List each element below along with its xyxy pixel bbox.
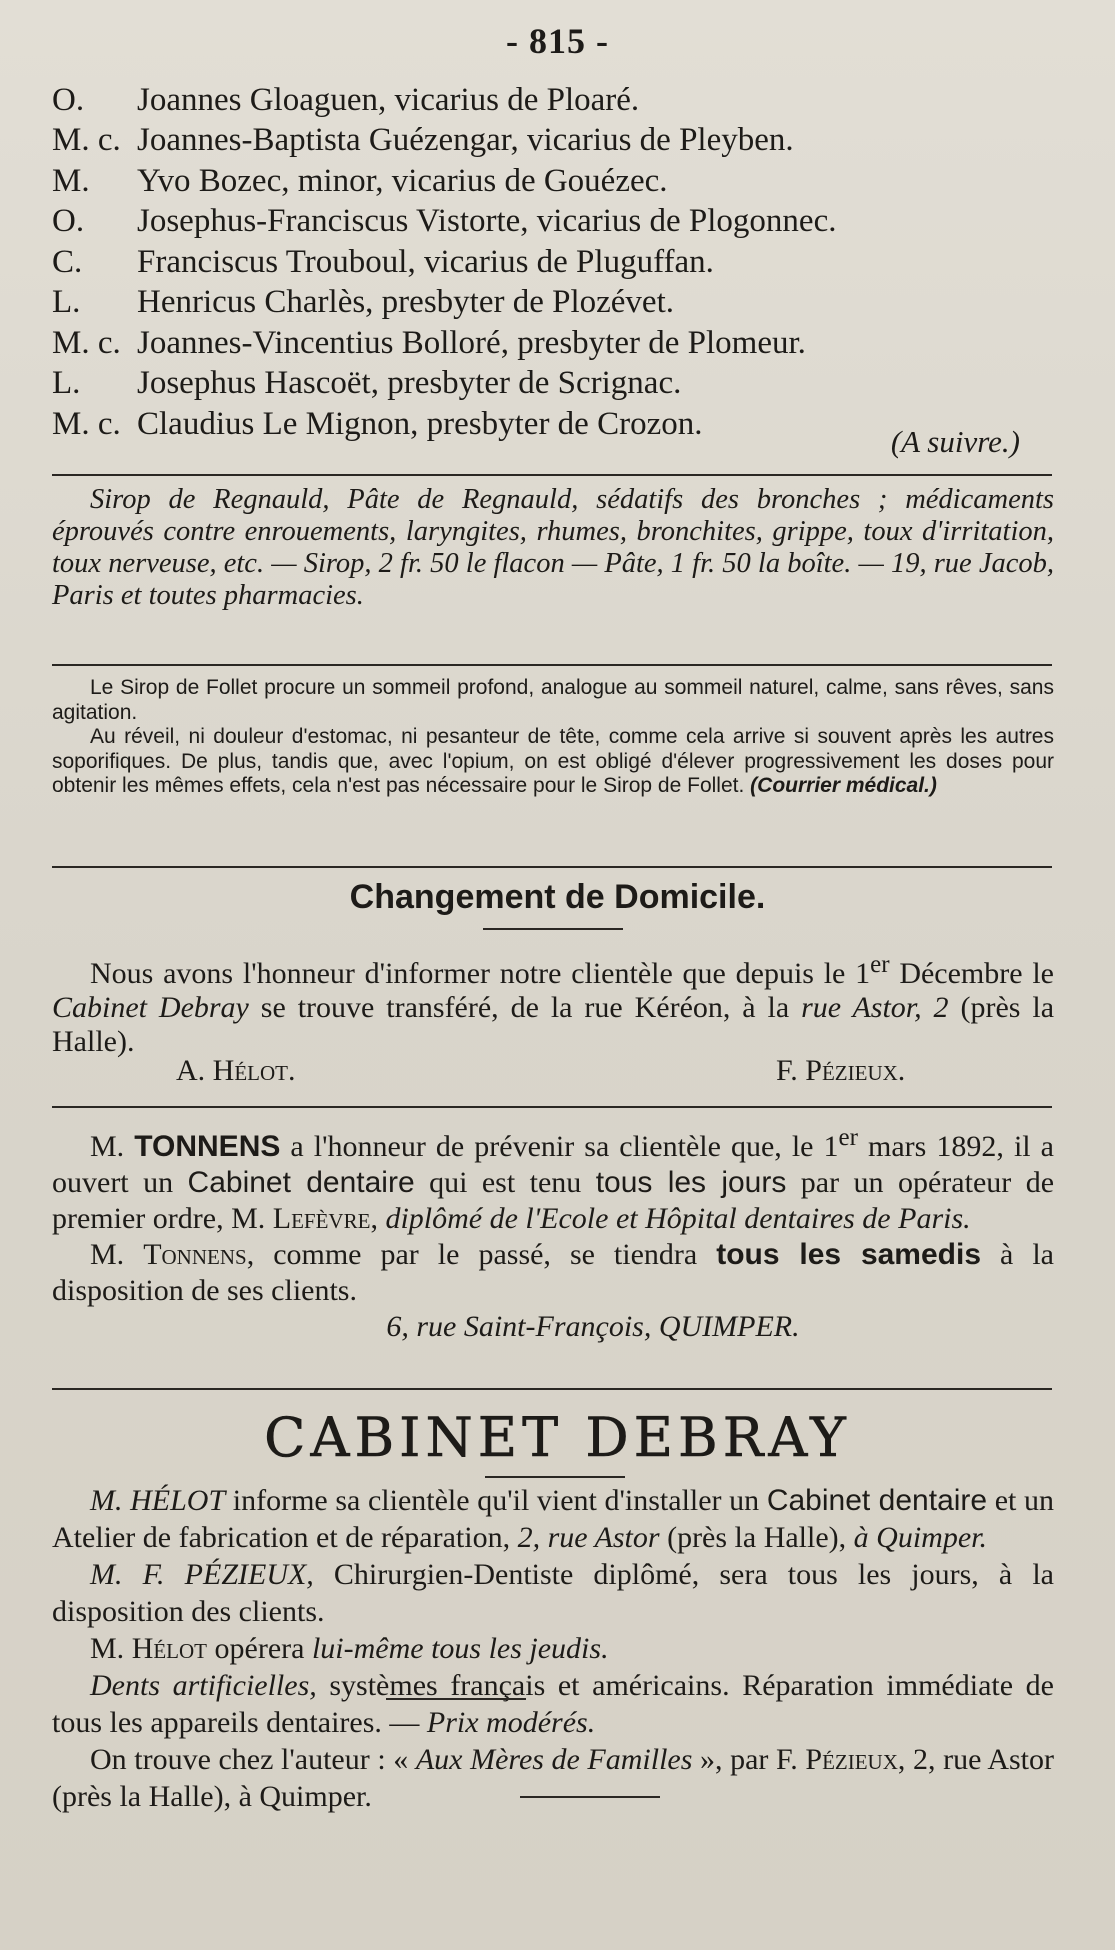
cabinet-debray-title-text: CABINET DEBRAY: [264, 1406, 851, 1469]
tonnens-name: Tonnens: [143, 1238, 247, 1271]
debray-text: M.: [90, 1632, 132, 1665]
debray-paragraph: [52, 1556, 1054, 1630]
debray-paragraph: [52, 1667, 1054, 1741]
clergy-code: L.: [52, 365, 81, 402]
clergy-code: O.: [52, 81, 85, 118]
tonnens-text: mars 1892, il a ouvert un: [52, 1130, 1054, 1199]
changement-paragraph: [52, 948, 1054, 1059]
clergy-name: Joannes-Vincentius Bolloré, presbyter de Plomeur.: [137, 324, 806, 361]
clergy-code: M.: [52, 162, 90, 199]
debray-text: , 2, rue Astor (près la Halle), à Quimper.: [52, 1743, 1054, 1813]
changement-text: se trouve transféré, de la rue Kéréon, à la: [248, 991, 802, 1024]
divider: [520, 1796, 660, 1798]
tonnens-address: 6, rue Saint-François, QUIMPER.: [386, 1310, 800, 1343]
cabinet-name: Cabinet Debray: [52, 991, 249, 1024]
new-address: rue Astor, 2: [801, 991, 949, 1024]
tonnens-notice: [52, 1120, 1054, 1345]
tonnens-text: à la disposition de ses clients.: [52, 1238, 1054, 1307]
tonnens-text: qui est tenu: [414, 1166, 596, 1199]
debray-paragraph: [52, 1630, 1054, 1667]
diploma: diplômé de l'Ecole et Hôpital dentaires de Paris.: [385, 1202, 971, 1235]
debray-text: Chirurgien-Dentiste diplômé, sera tous les jours, à la disposition des clients.: [52, 1558, 1054, 1628]
tonnens-paragraph: [52, 1120, 1054, 1237]
debray-text: (près la Halle),: [659, 1521, 854, 1554]
cabinet-dentaire: Cabinet dentaire: [187, 1166, 415, 1199]
tonnens-name: TONNENS: [134, 1130, 281, 1163]
pezieux-name: Pézieux: [805, 1743, 898, 1776]
changement-notice: [52, 948, 1054, 1059]
clergy-row: [52, 161, 1052, 202]
changement-title: Changement de Domicile.: [349, 878, 766, 916]
debray-paragraph: [52, 1482, 1054, 1556]
clergy-name: Henricus Charlès, presbyter de Plozévet.: [137, 284, 674, 321]
clergy-row: [52, 323, 1052, 364]
prix-moderes: Prix modérés.: [426, 1706, 596, 1739]
title-underline: [485, 1476, 625, 1478]
debray-text: systèmes français et américains. Réparation immédiate de tous les appareils dentaires. —: [52, 1669, 1054, 1739]
clergy-code: M. c.: [52, 324, 121, 361]
clergy-code: C.: [52, 243, 83, 280]
clergy-name: Joannes Gloaguen, vicarius de Ploaré.: [137, 81, 640, 118]
shop-name: Aux Mères de Familles: [415, 1743, 693, 1776]
cabinet-debray-title: [0, 1406, 1115, 1469]
clergy-row: [52, 283, 1052, 324]
pezieux-name: M. F. PÉZIEUX,: [90, 1558, 314, 1591]
signature-pezieux: F. Pézieux.: [776, 1054, 906, 1087]
clergy-row: [52, 242, 1052, 283]
debray-city: à Quimper.: [853, 1521, 987, 1554]
clergy-code: L.: [52, 284, 81, 321]
lefevre-name: Lefèvre: [272, 1202, 371, 1235]
debray-paragraph: [52, 1741, 1054, 1815]
clergy-name: Franciscus Trouboul, vicarius de Pluguffan.: [137, 243, 714, 280]
sirop-follet-ad: [52, 676, 1054, 799]
debray-address: 2, rue Astor: [517, 1521, 660, 1554]
tonnens-text: M.: [90, 1130, 135, 1163]
follet-paragraph: [52, 725, 1054, 799]
debray-thursdays: lui-même tous les jeudis.: [311, 1632, 609, 1665]
helot-name: Hélot: [131, 1632, 208, 1665]
clergy-row: [52, 121, 1052, 162]
superscript: er: [870, 951, 890, 978]
debray-text: opérera: [207, 1632, 312, 1665]
divider: [52, 474, 1052, 476]
clergy-name: Claudius Le Mignon, presbyter de Crozon.: [137, 405, 703, 442]
sirop-regnauld-ad: Sirop de Regnauld, Pâte de Regnauld, sédatifs des bronches ; médicaments éprouvés contre enrouements, laryngites, rhumes, bronchites, grippe, toux d'irritation, toux nerveuse, etc. — Sirop, 2 fr. 50 le flacon — Pâte, 1 fr. 50 la boîte. — 19, rue Jacob, Paris et toutes pharmacies.: [52, 484, 1054, 611]
divider: [386, 1698, 526, 1700]
divider: [52, 1388, 1052, 1390]
follet-text: Au réveil, ni douleur d'estomac, ni pesanteur de tête, comme cela arrive si souvent après les autres soporifiques. De plus, tandis que, avec l'opium, on est obligé d'élever progressivement les doses pour obtenir les mêmes effets, cela n'est pas nécessaire pour le Sirop de Follet.: [52, 725, 1054, 797]
cabinet-debray-notice: [52, 1482, 1054, 1815]
cabinet-dentaire: Cabinet dentaire: [766, 1484, 988, 1517]
debray-text: informe sa clientèle qu'il vient d'installer un: [225, 1484, 767, 1517]
clergy-code: M. c.: [52, 405, 121, 442]
tonnens-text: M.: [90, 1238, 144, 1271]
clergy-row: [52, 364, 1052, 405]
changement-text: Nous avons l'honneur d'informer notre clientèle que depuis le 1: [90, 957, 871, 990]
clergy-row: [52, 202, 1052, 243]
tous-les-jours: tous les jours: [595, 1166, 787, 1199]
debray-text: et un Atelier de fabrication et de réparation,: [52, 1484, 1054, 1554]
dents-artificielles: Dents artificielles,: [90, 1669, 317, 1702]
tonnens-text: ,: [370, 1202, 386, 1235]
signature-helot: A. Hélot.: [176, 1054, 296, 1087]
clergy-name: Yvo Bozec, minor, vicarius de Gouézec.: [137, 162, 668, 199]
tous-les-samedis: tous les samedis: [716, 1238, 982, 1271]
tonnens-text: a l'honneur de prévenir sa clientèle que, le 1: [280, 1130, 839, 1163]
follet-source: (Courrier médical.): [750, 774, 937, 797]
title-underline: [483, 928, 623, 930]
debray-text: On trouve chez l'auteur : «: [90, 1743, 416, 1776]
changement-text: Décembre le: [889, 957, 1054, 990]
tonnens-text: , comme par le passé, se tiendra: [246, 1238, 717, 1271]
to-be-continued: (A suivre.): [890, 424, 1020, 459]
divider: [52, 1106, 1052, 1108]
follet-paragraph: Le Sirop de Follet procure un sommeil profond, analogue au sommeil naturel, calme, sans rêves, sans agitation.: [52, 676, 1054, 724]
divider: [52, 664, 1052, 666]
changement-text: (près la Halle).: [52, 991, 1055, 1058]
clergy-code: M. c.: [52, 122, 121, 159]
clergy-name: Josephus Hascoët, presbyter de Scrignac.: [137, 365, 682, 402]
helot-name: M. HÉLOT: [90, 1484, 226, 1517]
debray-text: », par F.: [692, 1743, 806, 1776]
page-number: - 815 -: [506, 21, 609, 61]
clergy-name: Joannes-Baptista Guézengar, vicarius de Pleyben.: [137, 122, 794, 159]
clergy-list: [52, 80, 1052, 445]
superscript: er: [838, 1124, 858, 1151]
divider: [52, 866, 1052, 868]
clergy-name: Josephus-Franciscus Vistorte, vicarius de Plogonnec.: [137, 203, 837, 240]
tonnens-text: par un opérateur de premier ordre, M.: [52, 1166, 1055, 1235]
clergy-row: [52, 80, 1052, 121]
clergy-code: O.: [52, 203, 85, 240]
tonnens-paragraph: [52, 1237, 1054, 1309]
